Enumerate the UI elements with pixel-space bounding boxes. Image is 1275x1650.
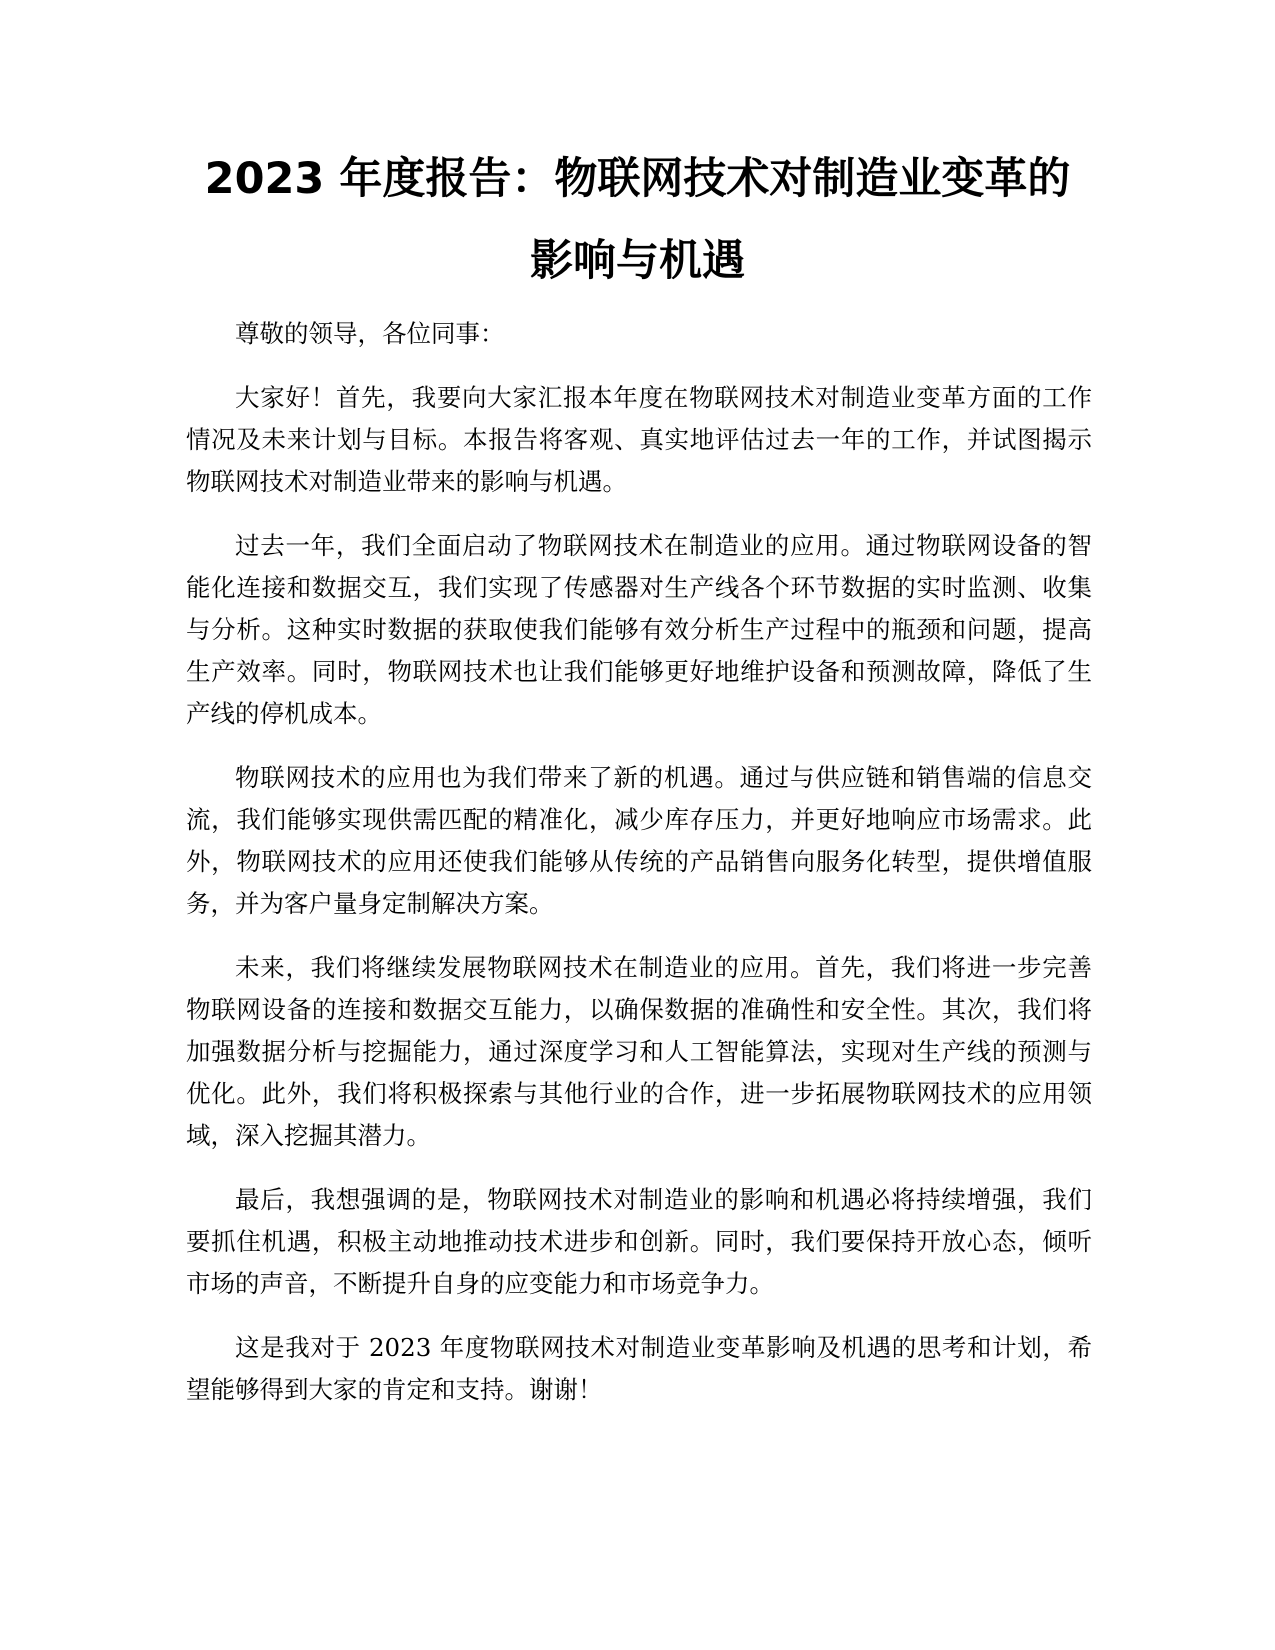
intro-paragraph: 大家好！首先，我要向大家汇报本年度在物联网技术对制造业变革方面的工作情况及未来计划与目标。本报告将客观、真实地评估过去一年的工作，并试图揭示物联网技术对制造业带来的影响与机遇。 [186,383,1092,496]
document-title-line-2: 影响与机遇 [530,236,745,286]
opportunities-paragraph: 物联网技术的应用也为我们带来了新的机遇。通过与供应链和销售端的信息交流，我们能够实现供需匹配的精准化，减少库存压力，并更好地响应市场需求。此外，物联网技术的应用还使我们能够从传统的产品销售向服务化转型，提供增值服务，并为客户量身定制解决方案。 [186,763,1092,918]
document-title [150,138,1125,302]
conclusion-paragraph: 最后，我想强调的是，物联网技术对制造业的影响和机遇必将持续增强，我们要抓住机遇，积极主动地推动技术进步和创新。同时，我们要保持开放心态，倾听市场的声音，不断提升自身的应变能力和市场竞争力。 [186,1185,1092,1298]
document-body [186,313,1092,1433]
past-year-paragraph: 过去一年，我们全面启动了物联网技术在制造业的应用。通过物联网设备的智能化连接和数据交互，我们实现了传感器对生产线各个环节数据的实时监测、收集与分析。这种实时数据的获取使我们能够有效分析生产过程中的瓶颈和问题，提高生产效率。同时，物联网技术也让我们能够更好地维护设备和预测故障，降低了生产线的停机成本。 [186,531,1092,728]
document-title-line-1: 2023 年度报告：物联网技术对制造业变革的 [204,154,1071,204]
closing-paragraph: 这是我对于 2023 年度物联网技术对制造业变革影响及机遇的思考和计划，希望能够得到大家的肯定和支持。谢谢！ [186,1333,1092,1404]
greeting-paragraph: 尊敬的领导，各位同事： [235,319,505,348]
future-plans-paragraph: 未来，我们将继续发展物联网技术在制造业的应用。首先，我们将进一步完善物联网设备的连接和数据交互能力，以确保数据的准确性和安全性。其次，我们将加强数据分析与挖掘能力，通过深度学习和人工智能算法，实现对生产线的预测与优化。此外，我们将积极探索与其他行业的合作，进一步拓展物联网技术的应用领域，深入挖掘其潜力。 [186,953,1092,1150]
